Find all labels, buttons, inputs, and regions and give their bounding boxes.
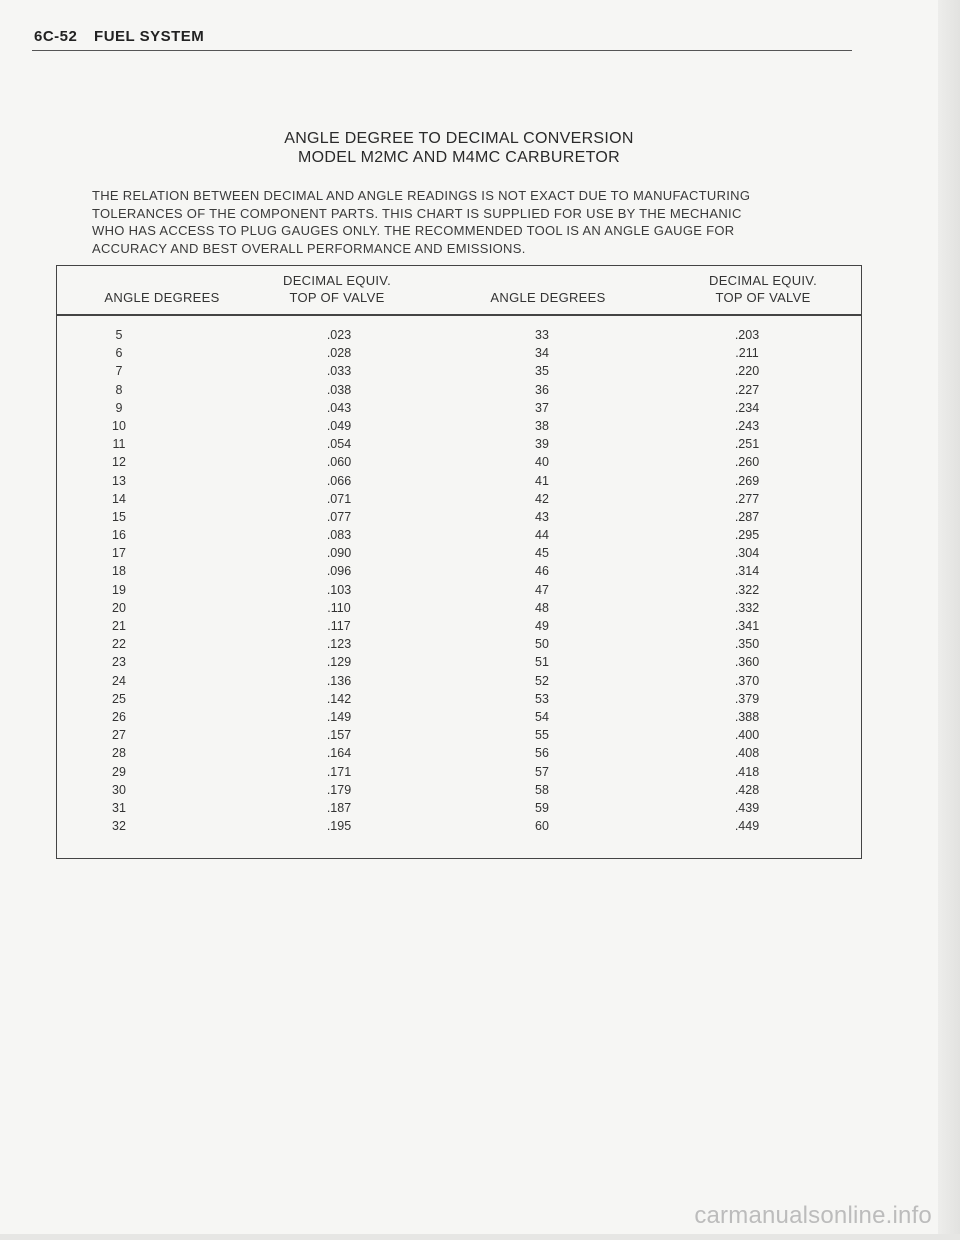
header-rule: [57, 314, 861, 316]
table-cell: 59: [535, 800, 549, 815]
table-cell: 57: [535, 764, 549, 779]
header-top-of-valve-left: TOP OF VALVE: [289, 290, 385, 305]
section-title: FUEL SYSTEM: [94, 28, 205, 45]
table-cell: .203: [734, 328, 760, 342]
table-cell: 38: [535, 418, 549, 433]
table-cell: 56: [535, 746, 549, 761]
table-cell: 26: [112, 709, 126, 724]
header-top-of-valve-right: TOP OF VALVE: [715, 290, 811, 305]
table-cell: 27: [112, 728, 126, 743]
intro-line: THE RELATION BETWEEN DECIMAL AND ANGLE READINGS IS NOT EXACT DUE TO MANUFACTURING: [92, 188, 751, 203]
table-cell: .439: [734, 800, 760, 815]
table-cell: .428: [734, 782, 760, 797]
table-cell: .350: [734, 637, 760, 652]
table-cell: .179: [326, 782, 352, 797]
table-cell: 49: [535, 619, 549, 633]
table-cell: 22: [112, 637, 126, 652]
table-cell: 52: [535, 673, 549, 688]
intro-line: WHO HAS ACCESS TO PLUG GAUGES ONLY. THE RECOMMENDED TOOL IS AN ANGLE GAUGE FOR: [92, 223, 735, 238]
table-cell: 46: [535, 564, 549, 579]
table-cell: .449: [734, 819, 760, 834]
table-cell: 12: [112, 455, 126, 470]
table-cell: .379: [734, 691, 760, 706]
table-cell: .187: [326, 800, 352, 815]
table-cell: 51: [535, 655, 549, 670]
table-cell: .287: [734, 509, 760, 524]
table-cell: 42: [535, 491, 549, 506]
table-cell: .060: [326, 455, 352, 470]
table-cell: .043: [326, 400, 352, 415]
table-cell: .295: [734, 528, 760, 543]
table-cell: 60: [535, 819, 549, 834]
table-cell: 11: [112, 437, 126, 452]
table-cell: .071: [326, 491, 352, 506]
table-cell: 55: [535, 728, 549, 743]
table-cell: 39: [535, 437, 549, 452]
table-cell: 29: [112, 764, 126, 779]
table-cell: 10: [112, 418, 126, 433]
table-cell: 44: [535, 528, 549, 543]
table-cell: .341: [734, 619, 760, 633]
page-bottom-edge: [0, 1234, 960, 1240]
page-edge-shadow: [938, 0, 960, 1240]
table-cell: .123: [326, 637, 352, 652]
header-rule: [32, 50, 852, 51]
table-cell: .227: [734, 382, 760, 397]
table-cell: 37: [535, 400, 549, 415]
table-cell: 25: [112, 691, 126, 706]
table-cell: 33: [535, 328, 549, 342]
decimal-column-right: [717, 326, 777, 835]
table-cell: .038: [326, 382, 352, 397]
header-decimal-equiv-right: DECIMAL EQUIV.: [709, 273, 817, 288]
conversion-table: [56, 265, 862, 859]
table-cell: .400: [734, 728, 760, 743]
table-cell: 41: [535, 473, 549, 488]
table-cell: .110: [327, 600, 351, 615]
table-cell: .332: [734, 600, 760, 615]
chart-title-line1: ANGLE DEGREE TO DECIMAL CONVERSION: [284, 130, 634, 147]
table-cell: .418: [734, 764, 760, 779]
decimal-column-left: [309, 326, 369, 835]
table-cell: .103: [326, 582, 352, 597]
table-cell: .388: [734, 709, 760, 724]
table-cell: 48: [535, 600, 549, 615]
table-cell: 34: [535, 346, 549, 361]
table-cell: 30: [112, 782, 126, 797]
table-cell: .028: [326, 346, 352, 361]
table-cell: .211: [735, 346, 759, 361]
intro-line: TOLERANCES OF THE COMPONENT PARTS. THIS CHART IS SUPPLIED FOR USE BY THE MECHANIC: [92, 205, 742, 221]
table-cell: 53: [535, 691, 549, 706]
table-cell: 18: [112, 564, 126, 579]
table-cell: .049: [326, 418, 352, 433]
table-cell: .277: [734, 491, 760, 506]
table-cell: 14: [112, 491, 126, 506]
table-cell: 21: [112, 619, 126, 633]
table-cell: .304: [734, 546, 760, 561]
table-cell: .054: [326, 437, 352, 452]
table-cell: .370: [734, 673, 760, 688]
table-cell: .149: [326, 709, 352, 724]
table-cell: .157: [326, 728, 352, 743]
table-cell: 50: [535, 637, 549, 652]
table-cell: 35: [535, 364, 549, 379]
table-cell: .314: [734, 564, 760, 579]
table-cell: 16: [112, 528, 126, 543]
table-cell: .234: [734, 400, 760, 415]
table-cell: 5: [115, 328, 123, 342]
table-cell: .096: [326, 564, 352, 579]
page-header: [34, 28, 204, 45]
table-cell: .164: [326, 746, 352, 761]
table-cell: .171: [326, 764, 352, 779]
table-cell: 13: [112, 473, 126, 488]
table-cell: 6: [115, 346, 123, 361]
table-cell: .142: [326, 691, 352, 706]
table-cell: .033: [326, 364, 352, 379]
intro-paragraph: [92, 187, 852, 257]
table-cell: .269: [734, 473, 760, 488]
table-cell: 28: [112, 746, 126, 761]
header-angle-degrees-left: ANGLE DEGREES: [104, 290, 220, 305]
table-cell: .023: [326, 328, 352, 342]
section-number: 6C-52: [34, 28, 78, 45]
table-cell: 54: [535, 709, 549, 724]
table-cell: .408: [734, 746, 760, 761]
table-cell: 58: [535, 782, 549, 797]
table-cell: .251: [734, 437, 760, 452]
table-cell: 20: [112, 600, 126, 615]
table-cell: 47: [535, 582, 549, 597]
table-cell: 9: [115, 400, 123, 415]
table-cell: .129: [326, 655, 352, 670]
table-cell: .260: [734, 455, 760, 470]
table-cell: 32: [112, 819, 126, 834]
intro-line: ACCURACY AND BEST OVERALL PERFORMANCE AND EMISSIONS.: [92, 240, 526, 256]
table-cell: .322: [734, 582, 760, 597]
watermark: carmanualsonline.info: [694, 1202, 932, 1229]
table-cell: 19: [112, 582, 126, 597]
header-angle-degrees-right: ANGLE DEGREES: [490, 290, 606, 305]
table-cell: 8: [115, 382, 123, 397]
header-decimal-equiv-left: DECIMAL EQUIV.: [283, 273, 391, 288]
table-cell: 7: [115, 364, 123, 379]
angle-column-left: [89, 326, 149, 835]
table-cell: .220: [734, 364, 760, 379]
chart-title-line2: MODEL M2MC AND M4MC CARBURETOR: [298, 149, 620, 166]
table-cell: 24: [112, 673, 126, 688]
table-cell: 23: [112, 655, 126, 670]
table-cell: .117: [327, 619, 351, 633]
table-cell: 31: [112, 800, 126, 815]
table-cell: 17: [112, 546, 126, 561]
table-cell: 45: [535, 546, 549, 561]
table-cell: 40: [535, 455, 549, 470]
table-cell: .090: [326, 546, 352, 561]
table-cell: .360: [734, 655, 760, 670]
table-cell: .077: [326, 509, 352, 524]
table-cell: .243: [734, 418, 760, 433]
table-cell: 15: [112, 509, 126, 524]
table-cell: 36: [535, 382, 549, 397]
angle-column-right: [512, 326, 572, 835]
table-cell: .083: [326, 528, 352, 543]
table-cell: 43: [535, 509, 549, 524]
table-cell: .066: [326, 473, 352, 488]
table-cell: .136: [326, 673, 352, 688]
table-cell: .195: [326, 819, 352, 834]
